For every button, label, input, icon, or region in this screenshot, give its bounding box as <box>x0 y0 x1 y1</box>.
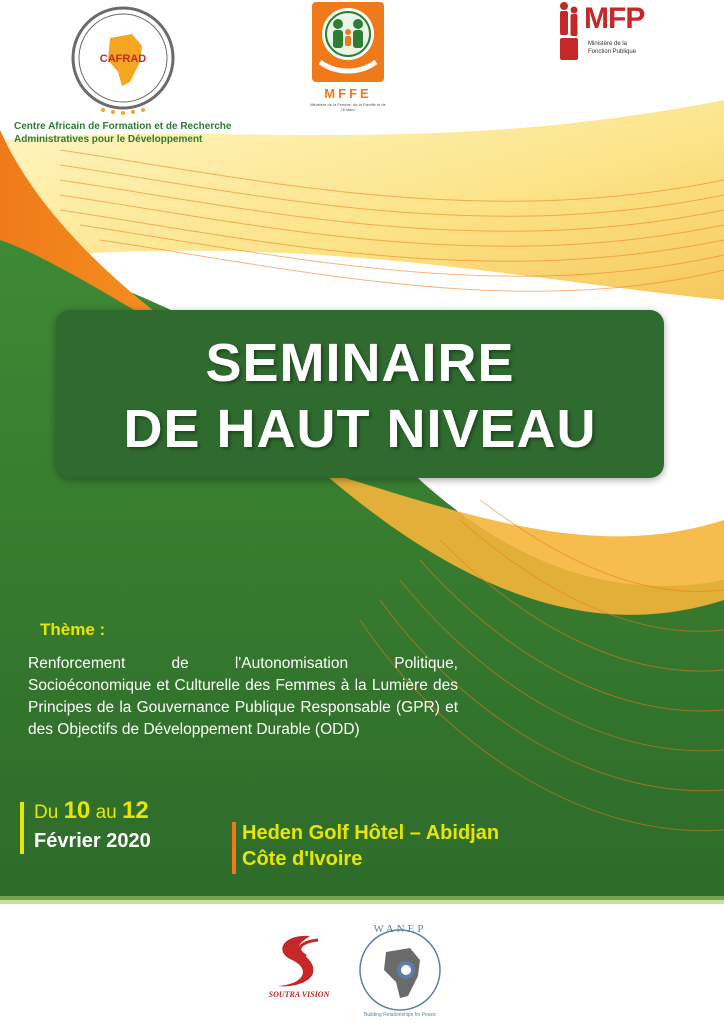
cafrad-caption-line-2: Administratives pour le Développement <box>14 134 203 145</box>
title-line-1: SEMINAIRE <box>205 333 515 393</box>
title-banner <box>56 310 664 478</box>
soutra-vision-text: SOUTRA VISION <box>268 990 330 999</box>
mfp-abbr: MFP <box>584 2 645 35</box>
mfp-subtitle <box>588 40 668 56</box>
mffe-logo <box>306 0 390 100</box>
date-connector: au <box>95 802 117 823</box>
title-line-2: DE HAUT NIVEAU <box>123 399 597 459</box>
date-month-year: Février 2020 <box>34 830 151 852</box>
mffe-abbr: MFFE <box>324 86 372 101</box>
date-prefix: Du <box>34 802 59 823</box>
venue-line-2: Côte d'Ivoire <box>242 848 363 870</box>
mffe-subtitle: Ministère de la Femme, de la Famille et de l'Enfant <box>310 102 386 112</box>
cafrad-caption <box>14 120 314 146</box>
date-range <box>34 797 149 825</box>
venue-accent-bar <box>232 822 236 874</box>
date-end-day: 12 <box>121 797 149 824</box>
cafrad-caption-line-1: Centre Africain de Formation et de Recherche <box>14 121 232 132</box>
cafrad-logo <box>58 2 188 120</box>
date-accent-bar <box>20 802 24 854</box>
wanep-tagline: Building Relationships for Peace <box>364 1012 436 1018</box>
mfp-subtitle-line-1: Ministère de la <box>588 41 628 47</box>
theme-label: Thème : <box>40 620 106 639</box>
theme-text: Renforcement de l'Autonomisation Politique, Socioéconomique et Culturelle des Femmes à la Lumière des Principes de la Gouvernance Publique Responsable (GPR) et des Objectifs de Développement Durable (ODD) <box>28 655 458 738</box>
cafrad-logo-text: CAFRAD <box>99 53 147 65</box>
wanep-logo <box>350 918 450 1018</box>
mfp-subtitle-line-2: Fonction Publique <box>588 49 637 55</box>
venue-line-1: Heden Golf Hôtel – Abidjan <box>242 822 500 844</box>
wanep-logo-text: WANEP <box>373 923 427 935</box>
date-start-day: 10 <box>63 797 91 824</box>
